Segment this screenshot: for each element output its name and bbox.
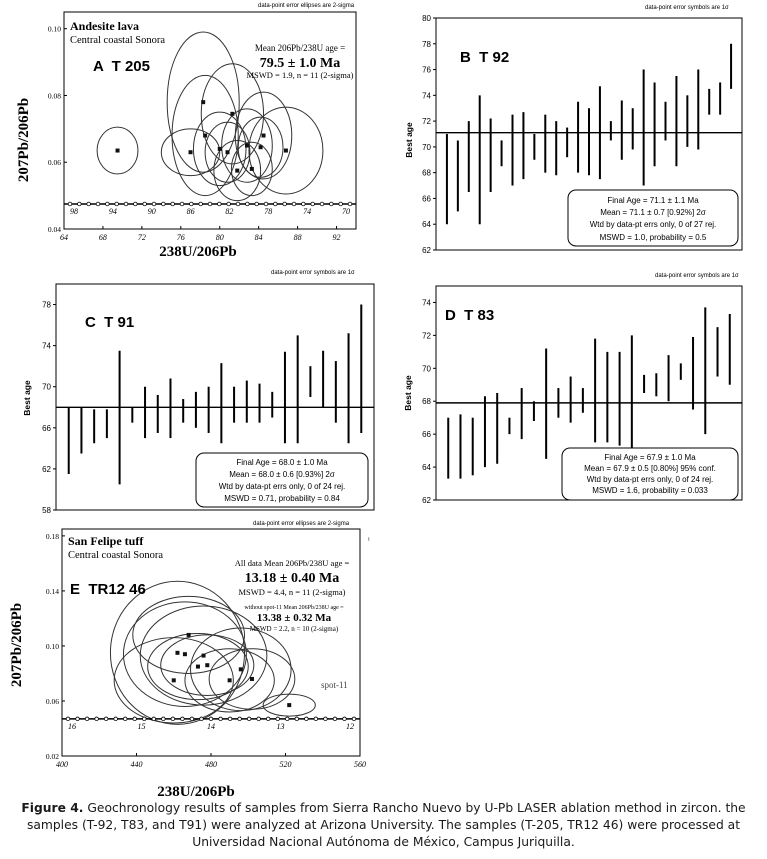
panel-a-data-point bbox=[250, 167, 254, 171]
panel-a-concordia-marker bbox=[208, 202, 212, 206]
panel-e-data-point bbox=[287, 703, 291, 707]
panel-a-data-point bbox=[226, 150, 230, 154]
panel-d-result-line2: Mean = 67.9 ± 0.5 [0.80%] 95% conf. bbox=[584, 464, 716, 473]
panel-a-x-tick-label: 76 bbox=[176, 233, 185, 242]
panel-a-concordia-marker bbox=[246, 202, 250, 206]
panel-a-concordia-marker bbox=[190, 202, 194, 206]
panel-e-ylabel: 207Pb/206Pb bbox=[9, 602, 25, 688]
panel-e-concordia-age-label: 14 bbox=[207, 721, 215, 731]
panel-a-concordia-marker bbox=[236, 202, 240, 206]
panel-e-x-tick-label: 400 bbox=[56, 760, 68, 769]
panel-e-result-line2: 13.18 ± 0.40 Ma bbox=[244, 571, 340, 586]
panel-c-result-line2: Mean = 68.0 ± 0.6 [0.93%] 2σ bbox=[229, 470, 335, 479]
panel-a-concordia-marker bbox=[106, 202, 110, 206]
panel-e-concordia-marker bbox=[228, 717, 232, 721]
panel-c-result-line4: MSWD = 0.71, probability = 0.84 bbox=[224, 494, 340, 503]
figure-caption-label: Figure 4. bbox=[21, 801, 84, 815]
panel-e-x-tick-label: 480 bbox=[205, 760, 217, 769]
panel-a-y-tick-label: 0.10 bbox=[47, 24, 61, 34]
panel-a-subtitle: Central coastal Sonora bbox=[70, 35, 166, 46]
panel-e-concordia-marker bbox=[352, 717, 356, 721]
panel-e-concordia-marker bbox=[305, 717, 309, 721]
panel-a-x-tick-label: 92 bbox=[332, 233, 341, 242]
panel-e-concordia-marker bbox=[324, 717, 328, 721]
panel-d-y-tick-label: 72 bbox=[422, 331, 431, 341]
panel-d-result-line4: MSWD = 1.6, probability = 0.033 bbox=[592, 486, 708, 495]
panel-b-y-tick-label: 64 bbox=[422, 220, 431, 230]
panel-a-concordia-marker bbox=[152, 202, 156, 206]
chart-panel-e bbox=[0, 515, 380, 799]
panel-a-data-point bbox=[116, 149, 120, 153]
panel-e-result-line1: All data Mean 206Pb/238U age = bbox=[234, 558, 350, 568]
panel-e-concordia-age-label: 13 bbox=[276, 721, 285, 731]
panel-a-concordia-marker bbox=[115, 202, 119, 206]
panel-e-data-point bbox=[250, 677, 254, 681]
panel-a-concordia-age-label: 90 bbox=[147, 206, 156, 216]
panel-c-y-tick-label: 58 bbox=[42, 506, 51, 515]
panel-a-concordia-marker bbox=[274, 202, 278, 206]
panel-d-result-line3: Wtd by data-pt errs only, 0 of 24 rej. bbox=[586, 475, 714, 484]
panel-e-concordia-marker bbox=[142, 717, 146, 721]
panel-e-corner-mark: ᶦ bbox=[368, 535, 370, 546]
panel-e-data-point bbox=[196, 665, 200, 669]
panel-e-title: San Felipe tuff bbox=[68, 534, 144, 548]
panel-e-concordia-marker bbox=[285, 717, 289, 721]
panel-b-note: data-point error symbols are 1σ bbox=[645, 5, 729, 11]
panel-a-concordia-age-label: 98 bbox=[70, 206, 78, 216]
panel-a-data-point bbox=[259, 145, 263, 149]
panel-e-label: E TR12 46 bbox=[70, 581, 146, 598]
panel-a-concordia-marker bbox=[218, 202, 222, 206]
panel-a-concordia-marker bbox=[96, 202, 100, 206]
panel-e-y-tick-label: 0.18 bbox=[45, 531, 59, 541]
panel-d-note: data-point error symbols are 1σ bbox=[655, 273, 739, 279]
panel-e-concordia-marker bbox=[104, 717, 108, 721]
panel-a-result-line2: 79.5 ± 1.0 Ma bbox=[259, 56, 341, 71]
panel-b-ylabel: Best age bbox=[404, 122, 414, 158]
figure-caption-text: Geochronology results of samples from Sierra Rancho Nuevo by U-Pb LASER ablation method in zircon. the samples (T-92, T83, and T91) were analyzed at Arizona University. The samples (T-205, TR12 46) were processed at Universidad Nacional Autónoma de México, Campus Juriquilla. bbox=[26, 801, 746, 849]
panel-e-data-point bbox=[175, 651, 179, 655]
panel-e-note: data-point error ellipses are 2-sigma bbox=[253, 521, 350, 527]
panel-c-y-tick-label: 74 bbox=[42, 341, 51, 351]
panel-a-concordia-age-label: 74 bbox=[303, 206, 312, 216]
panel-b-result-line3: Wtd by data-pt errs only, 0 of 27 rej. bbox=[589, 220, 717, 229]
panel-a-data-point bbox=[245, 144, 249, 148]
panel-e-x-tick-label: 440 bbox=[130, 760, 143, 769]
panel-e-data-point bbox=[205, 663, 209, 667]
panel-a-concordia-marker bbox=[348, 202, 352, 206]
panel-e-y-tick-label: 0.10 bbox=[45, 641, 59, 651]
panel-e-concordia-marker bbox=[95, 717, 99, 721]
panel-a-x-tick-label: 72 bbox=[137, 233, 146, 242]
panel-a-concordia-marker bbox=[264, 202, 268, 206]
panel-a-concordia-marker bbox=[199, 202, 203, 206]
panel-e-result-line3: MSWD = 4.4, n = 11 (2-sigma) bbox=[238, 587, 346, 597]
panel-e-y-tick-label: 0.06 bbox=[45, 696, 59, 706]
chart-panel-d bbox=[385, 268, 765, 508]
panel-e-concordia-marker bbox=[238, 717, 242, 721]
panel-b-y-tick-label: 68 bbox=[422, 168, 431, 178]
panel-a-concordia-marker bbox=[339, 202, 343, 206]
panel-c-y-tick-label: 78 bbox=[42, 300, 51, 310]
panel-b-label: B T 92 bbox=[460, 49, 510, 66]
panel-e-concordia-marker bbox=[181, 717, 185, 721]
panel-a-concordia-marker bbox=[87, 202, 91, 206]
panel-a-concordia-age-label: 82 bbox=[225, 206, 234, 216]
panel-e-x-tick-label: 520 bbox=[279, 760, 292, 769]
panel-a-x-tick-label: 64 bbox=[60, 233, 68, 242]
panel-a-x-tick-label: 80 bbox=[215, 233, 224, 242]
panel-e-spot-label: spot-11 bbox=[321, 680, 348, 690]
panel-a-data-point bbox=[189, 150, 193, 154]
panel-b-result-line4: MSWD = 1.0, probability = 0.5 bbox=[599, 233, 707, 242]
panel-a-concordia-marker bbox=[292, 202, 296, 206]
panel-c-y-tick-label: 62 bbox=[42, 464, 51, 474]
panel-a-concordia-marker bbox=[124, 202, 128, 206]
panel-a-result-line3: MSWD = 1.9, n = 11 (2-sigma) bbox=[246, 70, 354, 80]
panel-e-concordia-marker bbox=[123, 717, 127, 721]
panel-e-concordia-age-label: 16 bbox=[68, 721, 76, 731]
panel-a-y-tick-label: 0.08 bbox=[47, 91, 61, 101]
panel-a-result-line1: Mean 206Pb/238U age = bbox=[254, 43, 346, 53]
panel-c-y-tick-label: 70 bbox=[42, 382, 51, 392]
panel-e-concordia-age-label: 12 bbox=[346, 721, 354, 731]
panel-a-data-point bbox=[230, 112, 234, 116]
panel-a-x-tick-label: 84 bbox=[254, 233, 263, 242]
panel-e-subtitle: Central coastal Sonora bbox=[68, 550, 164, 561]
panel-e-data-point bbox=[228, 678, 232, 682]
panel-a-data-point bbox=[284, 149, 288, 153]
panel-b-y-tick-label: 70 bbox=[422, 142, 431, 152]
panel-a-concordia-age-label: 86 bbox=[186, 206, 195, 216]
panel-a-label: A T 205 bbox=[93, 58, 150, 75]
panel-a-concordia-marker bbox=[78, 202, 82, 206]
panel-a-concordia-marker bbox=[330, 202, 334, 206]
panel-e-data-point bbox=[187, 633, 191, 637]
panel-e-concordia-marker bbox=[209, 717, 213, 721]
panel-d-y-tick-label: 74 bbox=[422, 298, 431, 308]
panel-e-x-tick-label: 560 bbox=[354, 760, 366, 769]
panel-e-concordia-marker bbox=[162, 717, 166, 721]
panel-e-concordia-marker bbox=[76, 717, 80, 721]
panel-e-concordia-marker bbox=[295, 717, 299, 721]
panel-a-concordia-marker bbox=[171, 202, 175, 206]
panel-b-y-tick-label: 80 bbox=[422, 14, 431, 23]
panel-e-concordia-marker bbox=[257, 717, 261, 721]
panel-a-x-tick-label: 68 bbox=[98, 233, 107, 242]
panel-e-concordia-marker bbox=[171, 717, 175, 721]
panel-a-xlabel: 238U/206Pb bbox=[159, 244, 237, 260]
panel-a-y-tick-label: 0.06 bbox=[47, 158, 61, 168]
panel-e-y-tick-label: 0.14 bbox=[45, 586, 59, 596]
panel-d-y-tick-label: 64 bbox=[422, 463, 431, 473]
panel-e-concordia-age-label: 15 bbox=[137, 721, 146, 731]
panel-e-data-point bbox=[183, 652, 187, 656]
panel-b-y-tick-label: 74 bbox=[422, 91, 431, 101]
panel-a-data-point bbox=[203, 134, 207, 138]
panel-d-result-line1: Final Age = 67.9 ± 1.0 Ma bbox=[604, 453, 696, 462]
panel-e-concordia-marker bbox=[66, 717, 70, 721]
panel-a-concordia-marker bbox=[143, 202, 147, 206]
panel-b-y-tick-label: 72 bbox=[422, 117, 431, 127]
panel-a-note: data-point error ellipses are 2-sigma bbox=[258, 3, 355, 9]
panel-c-result-line3: Wtd by data-pt errs only, 0 of 24 rej. bbox=[218, 482, 346, 491]
panel-b-y-tick-label: 76 bbox=[422, 65, 431, 75]
panel-a-concordia-marker bbox=[311, 202, 315, 206]
panel-e-concordia-marker bbox=[333, 717, 337, 721]
panel-e-concordia-marker bbox=[343, 717, 347, 721]
panel-c-result-line1: Final Age = 68.0 ± 1.0 Ma bbox=[236, 458, 328, 467]
panel-e-concordia-marker bbox=[114, 717, 118, 721]
chart-panel-c bbox=[0, 268, 380, 516]
panel-c-y-tick-label: 66 bbox=[42, 423, 51, 433]
panel-e-result-line4: without spot-11 Mean 206Pb/238U age = bbox=[244, 605, 344, 611]
panel-a-data-point bbox=[262, 134, 266, 138]
panel-e-data-point bbox=[239, 667, 243, 671]
panel-a-ylabel: 207Pb/206Pb bbox=[16, 97, 32, 183]
panel-e-concordia-marker bbox=[85, 717, 89, 721]
panel-e-result-line6: MSWD = 2.2, n = 10 (2-sigma) bbox=[249, 625, 339, 633]
panel-d-label: D T 83 bbox=[445, 307, 495, 324]
panel-e-data-point bbox=[172, 678, 176, 682]
panel-a-concordia-age-label: 70 bbox=[342, 206, 350, 216]
panel-a-concordia-marker bbox=[302, 202, 306, 206]
panel-d-y-tick-label: 68 bbox=[422, 397, 431, 407]
panel-d-y-tick-label: 70 bbox=[422, 364, 431, 374]
panel-a-concordia-marker bbox=[134, 202, 138, 206]
panel-c-label: C T 91 bbox=[85, 314, 135, 331]
panel-c-note: data-point error symbols are 1σ bbox=[271, 270, 355, 276]
panel-a-concordia-marker bbox=[162, 202, 166, 206]
panel-a-data-point bbox=[218, 147, 222, 151]
panel-a-title: Andesite lava bbox=[70, 19, 139, 33]
panel-e-y-tick-label: 0.02 bbox=[45, 752, 59, 761]
panel-b-result-line2: Mean = 71.1 ± 0.7 [0.92%] 2σ bbox=[600, 208, 706, 217]
panel-e-concordia-marker bbox=[219, 717, 223, 721]
panel-e-concordia-marker bbox=[200, 717, 204, 721]
panel-a-concordia-age-label: 94 bbox=[108, 206, 117, 216]
panel-a-concordia-marker bbox=[180, 202, 184, 206]
panel-a-concordia-marker bbox=[283, 202, 287, 206]
panel-e-concordia-marker bbox=[190, 717, 194, 721]
panel-e-concordia-marker bbox=[314, 717, 318, 721]
panel-a-data-point bbox=[201, 100, 205, 104]
panel-e-concordia-marker bbox=[152, 717, 156, 721]
panel-d-ylabel: Best age bbox=[403, 375, 413, 411]
panel-a-concordia-marker bbox=[255, 202, 259, 206]
panel-c-ylabel: Best age bbox=[22, 380, 32, 416]
figure-caption bbox=[4, 800, 763, 851]
panel-e-concordia-marker bbox=[247, 717, 251, 721]
panel-b-y-tick-label: 62 bbox=[422, 246, 431, 255]
panel-e-data-point bbox=[202, 654, 206, 658]
panel-b-y-tick-label: 78 bbox=[422, 39, 431, 49]
panel-e-concordia-marker bbox=[266, 717, 270, 721]
panel-a-concordia-age-label: 78 bbox=[264, 206, 273, 216]
chart-panel-b bbox=[385, 0, 765, 262]
panel-a-concordia-marker bbox=[68, 202, 72, 206]
panel-e-result-line5: 13.38 ± 0.32 Ma bbox=[256, 612, 332, 624]
panel-e-concordia-marker bbox=[133, 717, 137, 721]
panel-e-concordia-marker bbox=[276, 717, 280, 721]
panel-d-y-tick-label: 62 bbox=[422, 496, 431, 505]
panel-a-y-tick-label: 0.04 bbox=[47, 225, 61, 234]
panel-a-concordia-marker bbox=[320, 202, 324, 206]
panel-a-x-tick-label: 88 bbox=[293, 233, 302, 242]
panel-a-concordia-marker bbox=[227, 202, 231, 206]
panel-a-data-point bbox=[235, 169, 239, 173]
chart-panel-a bbox=[0, 0, 380, 270]
panel-b-y-tick-label: 66 bbox=[422, 194, 431, 204]
panel-b-result-line1: Final Age = 71.1 ± 1.1 Ma bbox=[607, 196, 699, 205]
panel-d-y-tick-label: 66 bbox=[422, 430, 431, 440]
panel-e-xlabel: 238U/206Pb bbox=[157, 784, 235, 800]
